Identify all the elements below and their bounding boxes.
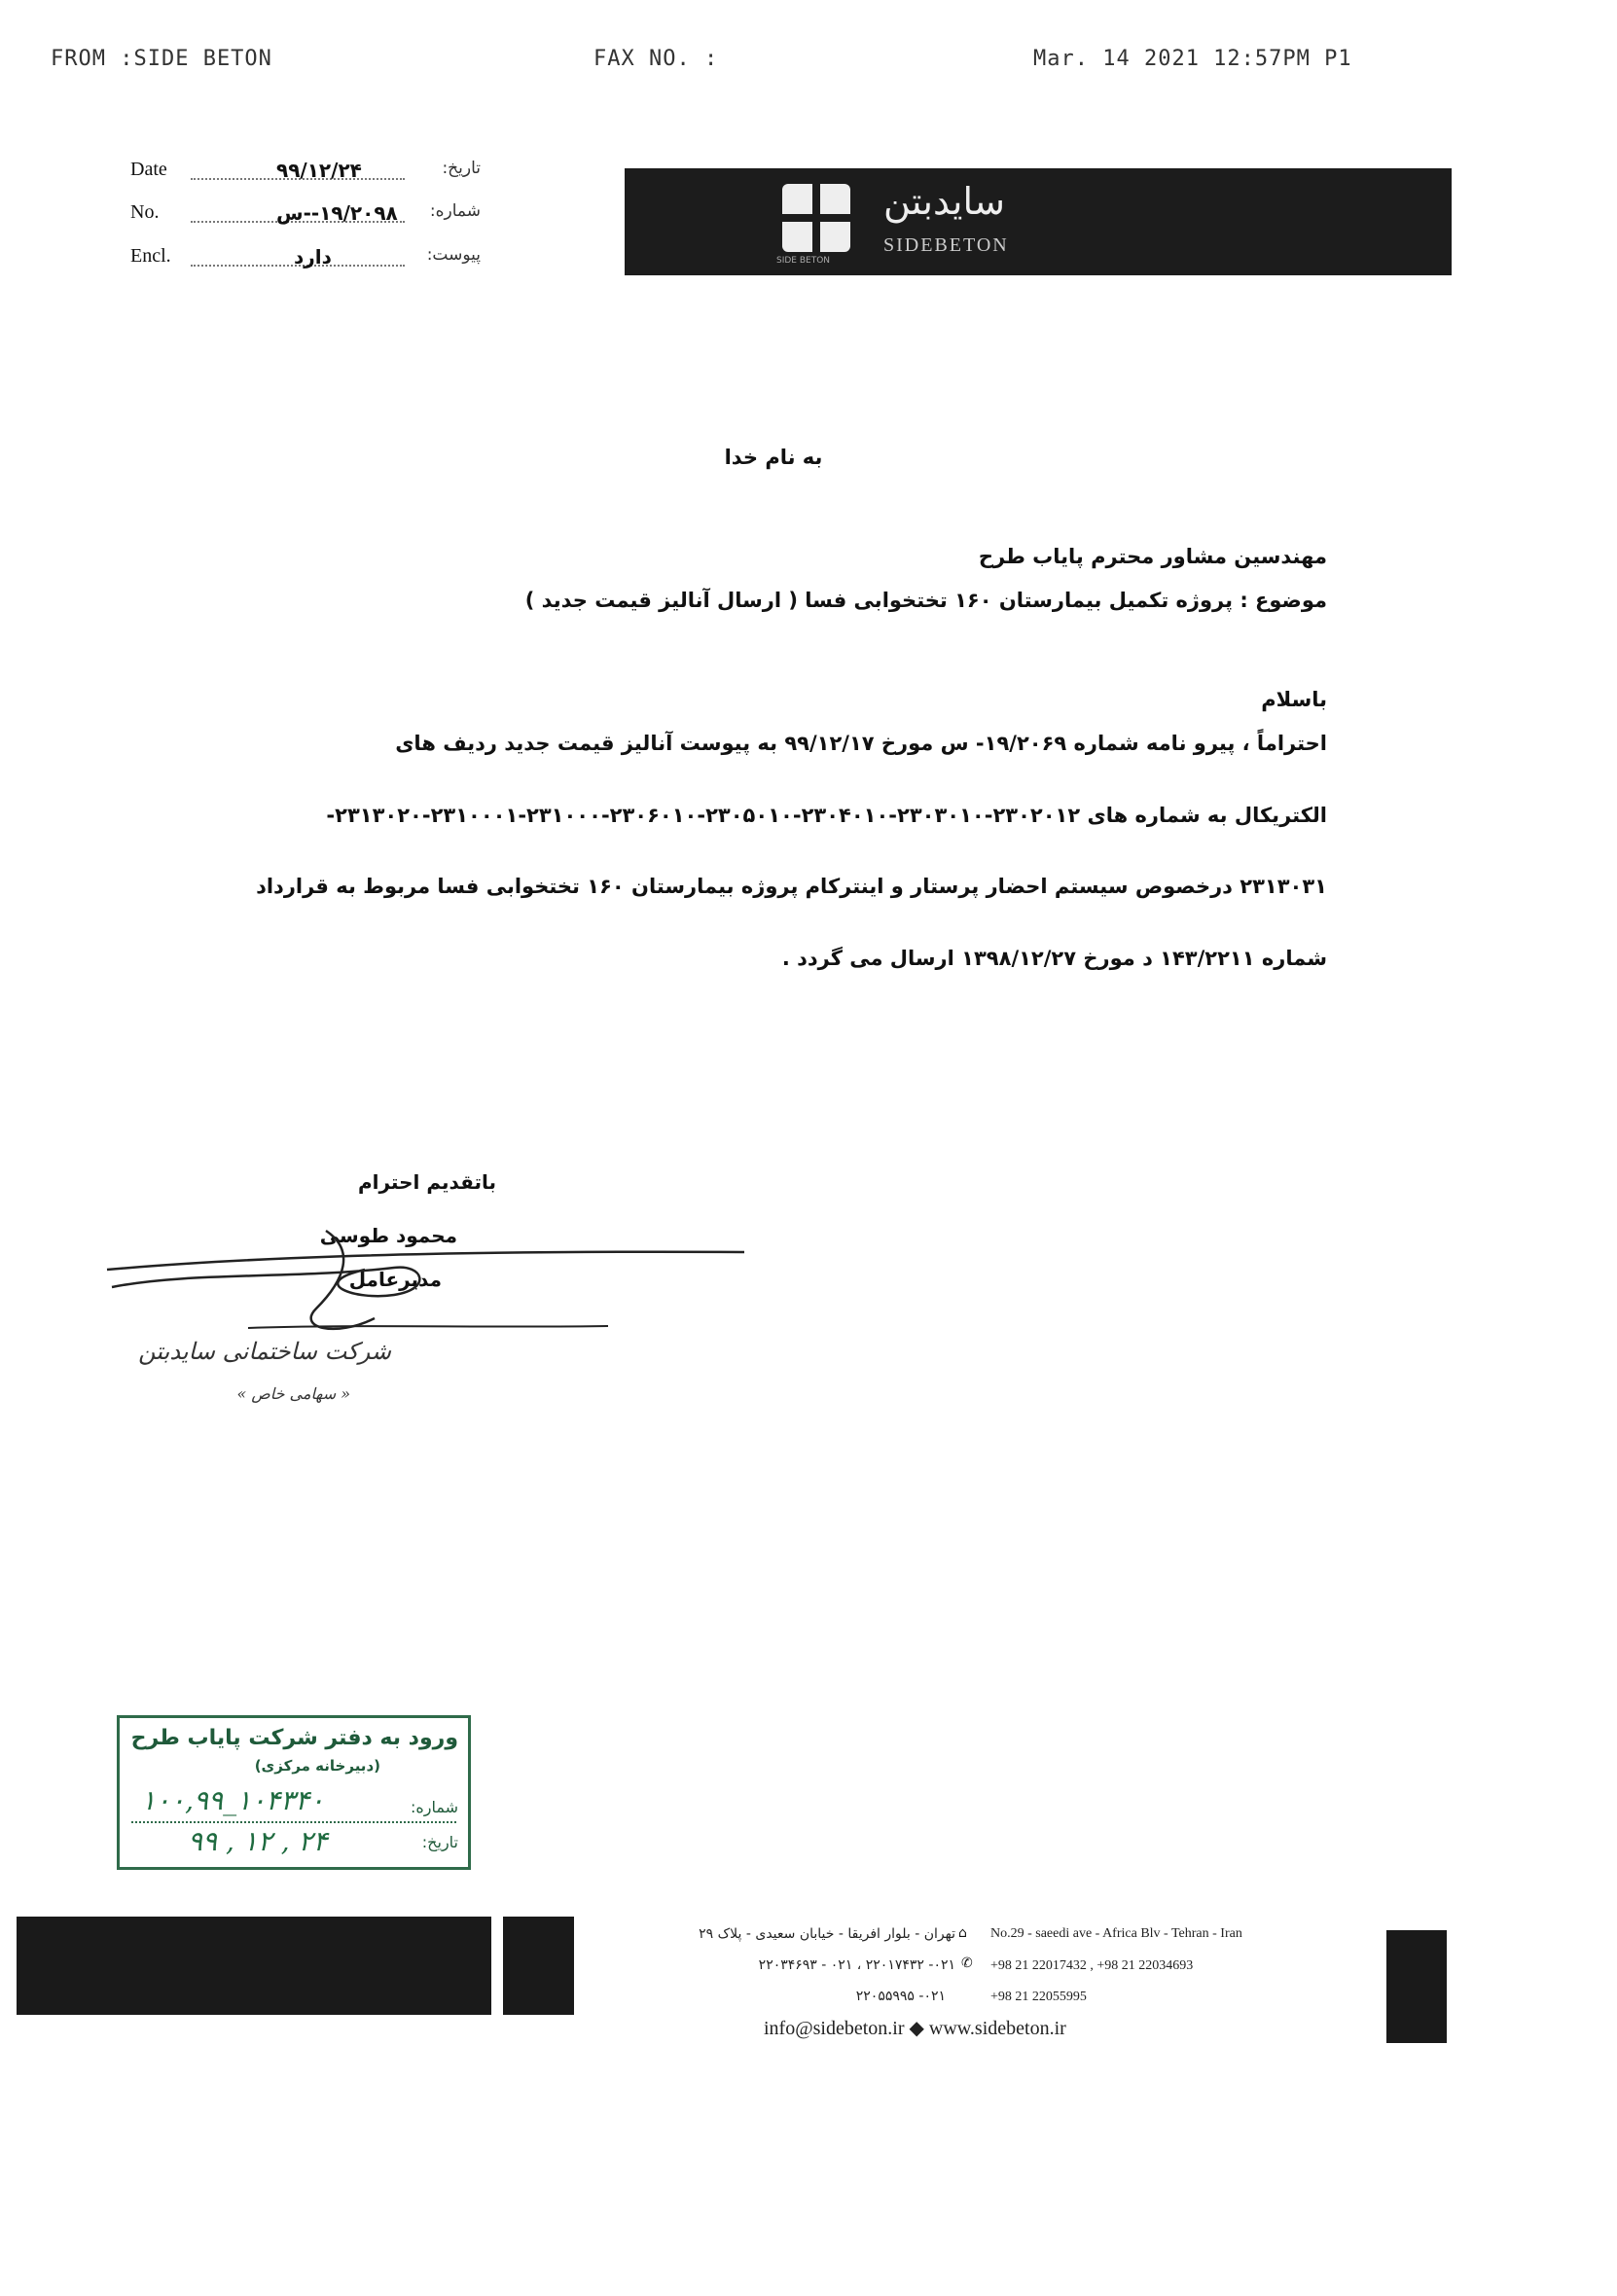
signature-scribble bbox=[102, 1211, 754, 1347]
meta-enclosure bbox=[130, 245, 481, 274]
logo-tagline: SIDE BETON bbox=[776, 256, 831, 266]
home-icon: ⌂ bbox=[958, 1925, 967, 1941]
signer-company-stamp: شرکت ساختمانی سایدبتن bbox=[138, 1338, 391, 1365]
stamp-title: ورود به دفتر شرکت پایاب طرح bbox=[130, 1726, 458, 1750]
footer-address-fa: تهران - بلوار افریقا - خیابان سعیدی - پلاک ۲۹ bbox=[699, 1926, 955, 1942]
meta-enclosure-label-en: Encl. bbox=[130, 245, 171, 267]
stamp-date-label: تاریخ: bbox=[421, 1833, 458, 1851]
meta-number-value: ۱۹/۲۰۹۸--س bbox=[276, 201, 398, 225]
footer-address-en: No.29 - saeedi ave - Africa Blv - Tehran - Iran bbox=[990, 1926, 1242, 1941]
stamp-subtitle: (دبیرخانه مرکزی) bbox=[254, 1757, 380, 1775]
footer-fax-fa: ۰۲۱- ۲۲۰۵۵۹۹۵ bbox=[855, 1989, 946, 2004]
invocation: به نام خدا bbox=[724, 446, 823, 469]
stamp-number-label: شماره: bbox=[410, 1798, 458, 1816]
meta-date-value: ۹۹/۱۲/۲۴ bbox=[276, 159, 362, 182]
stamp-date-value: ۹۹ , ۱۲ , ۲۴ bbox=[188, 1825, 328, 1857]
footer-phone-fa: ۰۲۱- ۲۲۰۱۷۴۳۲ ، ۰۲۱ - ۲۲۰۳۴۶۹۳ bbox=[758, 1957, 955, 1973]
body-line-3: ۲۳۱۳۰۳۱ درخصوص سیستم احضار پرستار و اینترکام پروژه بیمارستان ۱۶۰ تختخوابی فسا مربوط به قرارداد bbox=[256, 875, 1327, 898]
meta-number-label-en: No. bbox=[130, 201, 160, 223]
footer-fax-en: +98 21 22055995 bbox=[990, 1990, 1087, 2004]
stamp-number-value: ۱۰۰,۹۹_۱۰۴۳۴۰ bbox=[141, 1784, 325, 1816]
meta-number-label-fa: شماره: bbox=[429, 201, 481, 221]
received-stamp bbox=[117, 1715, 471, 1870]
meta-date-label-en: Date bbox=[130, 159, 167, 180]
company-logo-banner bbox=[625, 168, 1452, 275]
footer-dark-bar bbox=[503, 1917, 574, 2015]
signer-company-note: « سهامی خاص » bbox=[236, 1384, 350, 1403]
sidebeton-logo-icon bbox=[782, 184, 850, 252]
body-line-1: احتراماً ، پیرو نامه شماره ۱۹/۲۰۶۹- س مورخ ۹۹/۱۲/۱۷ به پیوست آنالیز قیمت جدید ردیف های bbox=[395, 732, 1327, 755]
body-line-4: شماره ۱۴۳/۲۲۱۱ د مورخ ۱۳۹۸/۱۲/۲۷ ارسال می گردد . bbox=[781, 947, 1327, 970]
recipient: مهندسین مشاور محترم پایاب طرح bbox=[978, 545, 1327, 568]
greeting: باسلام bbox=[1261, 688, 1327, 711]
meta-enclosure-label-fa: پیوست: bbox=[426, 245, 481, 265]
meta-date bbox=[130, 159, 481, 188]
logo-name-fa: سایدبتن bbox=[883, 180, 1005, 223]
fax-datetime: Mar. 14 2021 12:57PM P1 bbox=[1033, 47, 1352, 71]
meta-enclosure-value: دارد bbox=[294, 245, 332, 269]
meta-number bbox=[130, 201, 481, 231]
signer-name: محمود طوسی bbox=[319, 1224, 457, 1247]
footer-dark-bar bbox=[17, 1917, 491, 2015]
meta-date-label-fa: تاریخ: bbox=[442, 159, 481, 178]
signer-title: مدیرعامل bbox=[348, 1268, 442, 1291]
closing: باتقدیم احترام bbox=[357, 1170, 496, 1194]
logo-name-en: SIDEBETON bbox=[883, 234, 1009, 256]
divider bbox=[131, 1821, 456, 1823]
phone-icon: ✆ bbox=[961, 1955, 973, 1971]
subject: موضوع : پروژه تکمیل بیمارستان ۱۶۰ تختخوابی فسا ( ارسال آنالیز قیمت جدید ) bbox=[524, 589, 1327, 612]
fax-number: FAX NO. : bbox=[593, 47, 719, 71]
footer-phone-en: +98 21 22017432 , +98 21 22034693 bbox=[990, 1958, 1194, 1973]
footer-dark-bar bbox=[1386, 1930, 1447, 2043]
footer-web: info@sidebeton.ir ◆ www.sidebeton.ir bbox=[764, 2018, 1066, 2039]
fax-from: FROM :SIDE BETON bbox=[51, 47, 272, 71]
body-line-2: الکتریکال به شماره های ۲۳۰۲۰۱۲-۲۳۰۳۰۱۰-۲۳۰۴۰۱۰-۲۳۰۵۰۱۰-۲۳۰۶۰۱۰-۲۳۱۰۰۰-۲۳۱۰۰۰۱-۲۳۱۳۰۲۰- bbox=[326, 804, 1327, 827]
